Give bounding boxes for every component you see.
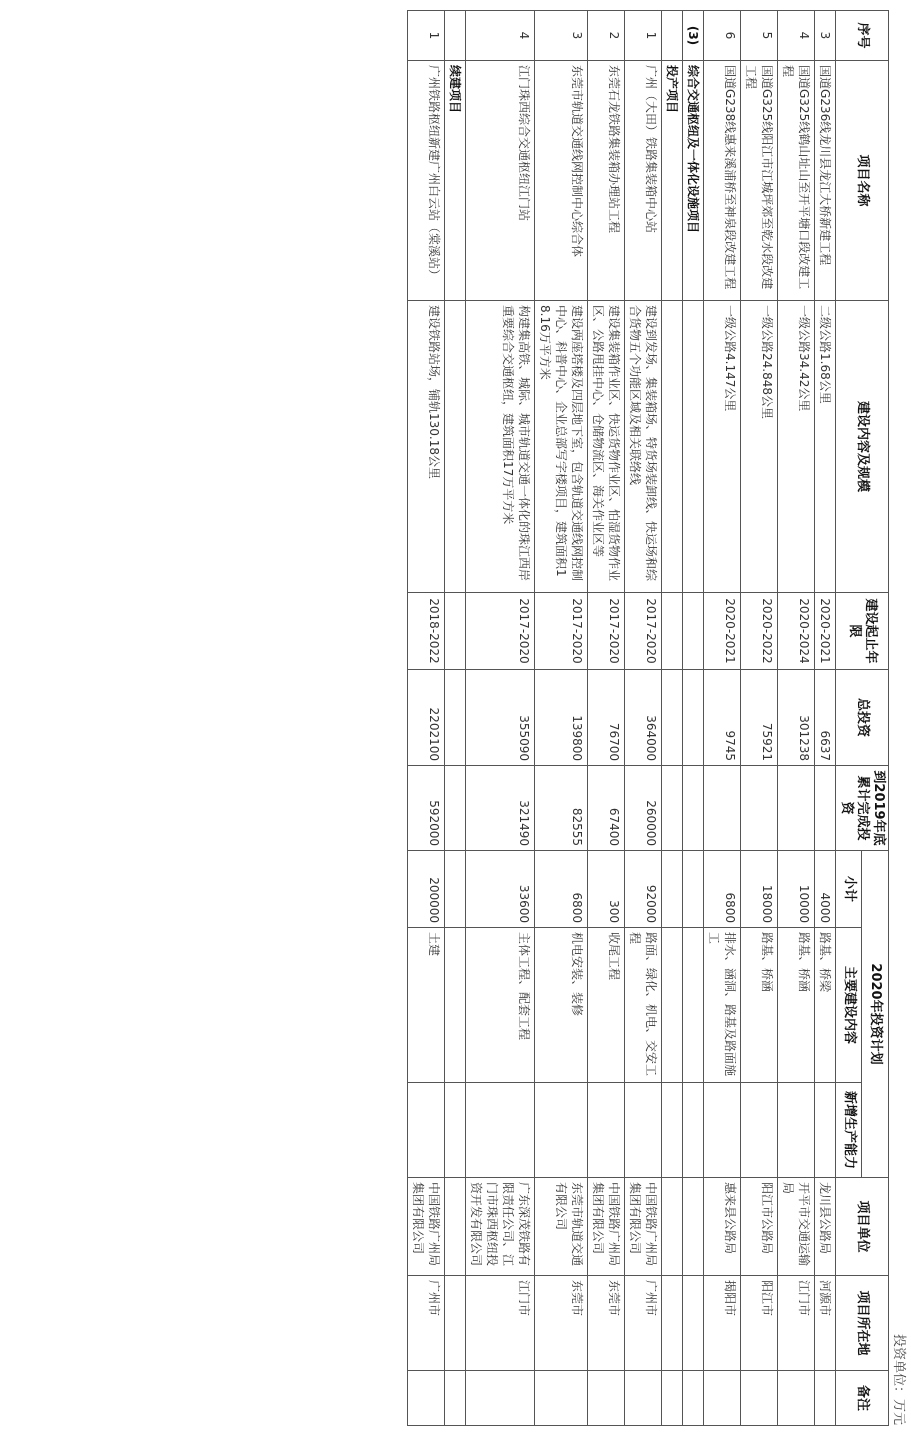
header-seq: 序号 xyxy=(836,11,889,61)
empty-cell xyxy=(683,301,704,593)
cell-main: 路基、桥涵 xyxy=(741,928,778,1083)
section-title: 投产项目 xyxy=(662,61,683,301)
investment-table xyxy=(407,10,889,1426)
cell-main: 收尾工程 xyxy=(588,928,625,1083)
cell-location: 东莞市 xyxy=(588,1276,625,1371)
cell-seq: 4 xyxy=(778,11,815,61)
empty-cell xyxy=(662,851,683,928)
cell-main: 土建 xyxy=(408,928,445,1083)
cell-content: 建设到发场、集装箱场、特货场装卸线、快运场和综合货物五个功能区域及相关联络线 xyxy=(625,301,662,593)
cell-remark xyxy=(625,1371,662,1426)
empty-cell xyxy=(683,1276,704,1371)
cell-main: 排水、涵洞、路基及路面施工 xyxy=(704,928,741,1083)
cell-location: 揭阳市 xyxy=(704,1276,741,1371)
cell-total: 364000 xyxy=(625,670,662,766)
cell-name: 江门珠西综合交通枢纽江门站 xyxy=(466,61,535,301)
cell-subtotal: 200000 xyxy=(408,851,445,928)
cell-total: 6637 xyxy=(815,670,836,766)
cell-subtotal: 4000 xyxy=(815,851,836,928)
table-body xyxy=(408,11,836,1426)
cell-name: 东莞石龙铁路集装箱办理站工程 xyxy=(588,61,625,301)
cell-period: 2020-2024 xyxy=(778,593,815,670)
empty-cell xyxy=(662,593,683,670)
empty-cell xyxy=(445,1276,466,1371)
empty-cell xyxy=(683,670,704,766)
cell-remark xyxy=(535,1371,588,1426)
cell-remark xyxy=(778,1371,815,1426)
table-row xyxy=(625,11,662,1426)
cell-location: 东莞市 xyxy=(535,1276,588,1371)
cell-period: 2017-2020 xyxy=(535,593,588,670)
cell-capacity xyxy=(588,1083,625,1178)
empty-cell xyxy=(445,1083,466,1178)
section-seq xyxy=(662,11,683,61)
cell-remark xyxy=(704,1371,741,1426)
table-row xyxy=(408,11,445,1426)
section-header xyxy=(683,11,704,1426)
table-row xyxy=(741,11,778,1426)
empty-cell xyxy=(662,670,683,766)
cell-seq: 4 xyxy=(466,11,535,61)
cell-remark xyxy=(408,1371,445,1426)
header-subtotal: 小计 xyxy=(836,851,863,928)
cell-period: 2017-2020 xyxy=(588,593,625,670)
cell-capacity xyxy=(778,1083,815,1178)
cell-unit: 中国铁路广州局集团有限公司 xyxy=(408,1178,445,1276)
empty-cell xyxy=(445,670,466,766)
empty-cell xyxy=(662,766,683,851)
cell-main: 路面、绿化、机电、交安工程 xyxy=(625,928,662,1083)
cell-seq: 3 xyxy=(535,11,588,61)
cell-main: 路基、桥梁 xyxy=(815,928,836,1083)
cell-main: 机电安装、装修 xyxy=(535,928,588,1083)
empty-cell xyxy=(683,851,704,928)
cell-remark xyxy=(741,1371,778,1426)
cell-unit: 中国铁路广州局集团有限公司 xyxy=(588,1178,625,1276)
cell-total: 301238 xyxy=(778,670,815,766)
cell-seq: 1 xyxy=(625,11,662,61)
cell-subtotal: 92000 xyxy=(625,851,662,928)
cell-seq: 6 xyxy=(704,11,741,61)
empty-cell xyxy=(662,301,683,593)
section-seq xyxy=(445,11,466,61)
cell-total: 75921 xyxy=(741,670,778,766)
cell-location: 广州市 xyxy=(408,1276,445,1371)
empty-cell xyxy=(662,1178,683,1276)
subsection-header xyxy=(445,11,466,1426)
cell-capacity xyxy=(408,1083,445,1178)
cell-capacity xyxy=(704,1083,741,1178)
cell-content: 建设集装箱作业区、快运货物作业区、怕湿货物作业区、公路甩挂中心、仓储物流区、海关作业区等 xyxy=(588,301,625,593)
header-unit: 项目单位 xyxy=(836,1178,889,1276)
cell-period: 2018-2022 xyxy=(408,593,445,670)
empty-cell xyxy=(683,1371,704,1426)
cell-name: 广州（大田）铁路集装箱中心站 xyxy=(625,61,662,301)
empty-cell xyxy=(662,1371,683,1426)
cell-seq: 1 xyxy=(408,11,445,61)
header-location: 项目所在地 xyxy=(836,1276,889,1371)
cell-cumulative xyxy=(815,766,836,851)
cell-total: 76700 xyxy=(588,670,625,766)
cell-location: 广州市 xyxy=(625,1276,662,1371)
table-row xyxy=(466,11,535,1426)
empty-cell xyxy=(662,1083,683,1178)
cell-period: 2020-2022 xyxy=(741,593,778,670)
cell-subtotal: 10000 xyxy=(778,851,815,928)
header-capacity: 新增生产能力 xyxy=(836,1083,863,1178)
cell-cumulative: 260000 xyxy=(625,766,662,851)
cell-cumulative: 67400 xyxy=(588,766,625,851)
cell-name: 东莞市轨道交通线网控制中心综合体 xyxy=(535,61,588,301)
empty-cell xyxy=(683,593,704,670)
cell-total: 355090 xyxy=(466,670,535,766)
cell-cumulative xyxy=(778,766,815,851)
cell-unit: 开平市交通运输局 xyxy=(778,1178,815,1276)
header-remark: 备注 xyxy=(836,1371,889,1426)
cell-seq: 5 xyxy=(741,11,778,61)
header-row xyxy=(862,11,889,1426)
empty-cell xyxy=(445,928,466,1083)
cell-seq: 3 xyxy=(815,11,836,61)
unit-label: 投资单位：万元 xyxy=(891,1333,906,1425)
table-row xyxy=(778,11,815,1426)
cell-remark xyxy=(466,1371,535,1426)
cell-subtotal: 6800 xyxy=(704,851,741,928)
cell-name: 广州铁路枢纽新建广州白云站（棠溪站） xyxy=(408,61,445,301)
subsection-header xyxy=(662,11,683,1426)
cell-capacity xyxy=(625,1083,662,1178)
cell-subtotal: 18000 xyxy=(741,851,778,928)
cell-cumulative: 592000 xyxy=(408,766,445,851)
cell-cumulative xyxy=(741,766,778,851)
cell-capacity xyxy=(741,1083,778,1178)
empty-cell xyxy=(683,928,704,1083)
cell-content: 一级公路24.848公里 xyxy=(741,301,778,593)
cell-content: 构建集高铁、城际、城市轨道交通一体化的珠江西岸重要综合交通枢纽，建筑面积17万平方米 xyxy=(466,301,535,593)
cell-period: 2020-2021 xyxy=(704,593,741,670)
cell-total: 9745 xyxy=(704,670,741,766)
cell-main: 主体工程、配套工程 xyxy=(466,928,535,1083)
cell-unit: 惠来县公路局 xyxy=(704,1178,741,1276)
cell-content: 一级公路34.42公里 xyxy=(778,301,815,593)
cell-period: 2017-2020 xyxy=(625,593,662,670)
cell-cumulative: 82555 xyxy=(535,766,588,851)
cell-capacity xyxy=(466,1083,535,1178)
cell-subtotal: 33600 xyxy=(466,851,535,928)
header-cumulative: 到2019年底累计完成投资 xyxy=(836,766,889,851)
cell-location: 江门市 xyxy=(466,1276,535,1371)
cell-subtotal: 300 xyxy=(588,851,625,928)
header-content: 建设内容及规模 xyxy=(836,301,889,593)
cell-total: 2202100 xyxy=(408,670,445,766)
header-period: 建设起止年限 xyxy=(836,593,889,670)
cell-content: 一级公路4.147公里 xyxy=(704,301,741,593)
cell-location: 江门市 xyxy=(778,1276,815,1371)
cell-cumulative xyxy=(704,766,741,851)
cell-name: 国道G238线惠来溪浦桥至神泉段改建工程 xyxy=(704,61,741,301)
cell-unit: 中国铁路广州局集团有限公司 xyxy=(625,1178,662,1276)
table-row xyxy=(588,11,625,1426)
cell-name: 国道G236线龙川县龙江大桥新建工程 xyxy=(815,61,836,301)
cell-name: 国道G325线鹤山址山至开平塘口段改建工程 xyxy=(778,61,815,301)
empty-cell xyxy=(662,1276,683,1371)
section-seq: (3) xyxy=(683,11,704,61)
cell-content: 建设铁路站场，铺轨130.18公里 xyxy=(408,301,445,593)
empty-cell xyxy=(683,1178,704,1276)
empty-cell xyxy=(445,301,466,593)
cell-location: 阳江市 xyxy=(741,1276,778,1371)
empty-cell xyxy=(445,593,466,670)
cell-period: 2017-2020 xyxy=(466,593,535,670)
cell-unit: 东莞市轨道交通有限公司 xyxy=(535,1178,588,1276)
empty-cell xyxy=(662,928,683,1083)
cell-cumulative: 321490 xyxy=(466,766,535,851)
cell-unit: 阳江市公路局 xyxy=(741,1178,778,1276)
cell-name: 国道G325线阳江市江城坪郊至乾水段改建工程 xyxy=(741,61,778,301)
header-name: 项目名称 xyxy=(836,61,889,301)
cell-seq: 2 xyxy=(588,11,625,61)
table-row xyxy=(704,11,741,1426)
empty-cell xyxy=(683,766,704,851)
table-row xyxy=(535,11,588,1426)
header-plan-2020: 2020年投资计划 xyxy=(862,851,889,1178)
empty-cell xyxy=(445,1371,466,1426)
cell-capacity xyxy=(815,1083,836,1178)
cell-unit: 广东深茂铁路有限责任公司、江门市珠西枢纽投资开发有限公司 xyxy=(466,1178,535,1276)
empty-cell xyxy=(445,766,466,851)
cell-content: 二级公路1.68公里 xyxy=(815,301,836,593)
cell-main: 路基、桥涵 xyxy=(778,928,815,1083)
cell-content: 建设两座塔楼及四层地下室，包含轨道交通线网控制中心、科普中心、企业总部写字楼项目，建筑面积18.16万平方米 xyxy=(535,301,588,593)
empty-cell xyxy=(445,1178,466,1276)
section-title: 续建项目 xyxy=(445,61,466,301)
section-title: 综合交通枢纽及一体化设施项目 xyxy=(683,61,704,301)
empty-cell xyxy=(445,851,466,928)
header-main-content: 主要建设内容 xyxy=(836,928,863,1083)
cell-subtotal: 6800 xyxy=(535,851,588,928)
cell-remark xyxy=(588,1371,625,1426)
header-total: 总投资 xyxy=(836,670,889,766)
empty-cell xyxy=(683,1083,704,1178)
cell-location: 河源市 xyxy=(815,1276,836,1371)
cell-period: 2020-2021 xyxy=(815,593,836,670)
table-row xyxy=(815,11,836,1426)
cell-remark xyxy=(815,1371,836,1426)
cell-unit: 龙川县公路局 xyxy=(815,1178,836,1276)
cell-total: 139800 xyxy=(535,670,588,766)
cell-capacity xyxy=(535,1083,588,1178)
